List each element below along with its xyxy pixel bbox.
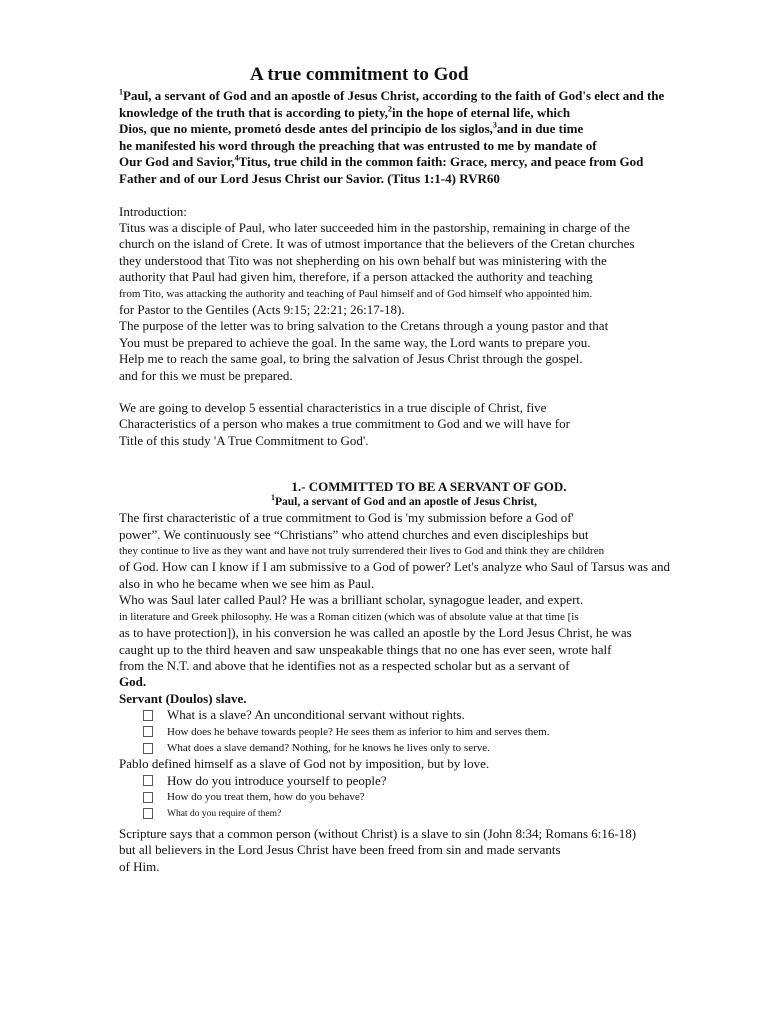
- paragraph-line: also in who he became when we see him as Paul.: [119, 575, 375, 591]
- list-item: What do you require of them?: [143, 806, 699, 822]
- paragraph-line: You must be prepared to achieve the goal. In the same way, the Lord wants to prepare you.: [119, 334, 591, 350]
- introduction-heading: Introduction:: [119, 203, 187, 219]
- verse-number: 4: [234, 154, 239, 164]
- verse-line: Our God and Savior,$^4$Titus, true child in the common faith: Grace, mercy, and peace from God: [119, 154, 644, 170]
- verse-line: Father and of our Lord Jesus Christ our Savior. (Titus 1:1-4) RVR60: [119, 170, 500, 186]
- verse-number: 3: [492, 120, 497, 130]
- verse-line: he manifested his word through the preaching that was entrusted to me by mandate of: [119, 137, 597, 153]
- list-item: How does he behave towards people? He sees them as inferior to him and serves them.: [143, 724, 699, 740]
- paragraph-line: from the N.T. and above that he identifies not as a respected scholar but as a servant of: [119, 657, 570, 673]
- introduction-section: [119, 204, 699, 450]
- scripture-passage: [119, 88, 699, 188]
- paragraph-line: but all believers in the Lord Jesus Christ have been freed from sin and made servants: [119, 842, 561, 858]
- verse-line: $^1$Paul, a servant of God and an apostle of Jesus Christ, according to the faith of God's elect and the: [119, 87, 665, 103]
- verse-line: knowledge of the truth that is according to piety,$^2$in the hope of eternal life, which: [119, 104, 571, 120]
- section-subheading: $^1$Paul, a servant of God and an apostle of Jesus Christ,: [271, 493, 537, 509]
- paragraph-line: from Tito, was attacking the authority and teaching of Paul himself and of God himself who appointed him.: [119, 287, 593, 300]
- paragraph-line: they understood that Tito was not shepherding on his own behalf but was ministering with the: [119, 252, 607, 268]
- paragraph-line: Title of this study 'A True Commitment to God'.: [119, 432, 369, 448]
- paragraph-line: for Pastor to the Gentiles (Acts 9:15; 22:21; 26:17-18).: [119, 302, 405, 317]
- paragraph-line: in literature and Greek philosophy. He was a Roman citizen (which was of absolute value at that time [is: [119, 610, 579, 623]
- paragraph-line: Who was Saul later called Paul? He was a brilliant scholar, synagogue leader, and expert.: [119, 592, 584, 608]
- paragraph-line: The first characteristic of a true commitment to God is 'my submission before a God of': [119, 510, 574, 526]
- bullet-list: [119, 773, 699, 822]
- paragraph-line: Pablo defined himself as a slave of God not by imposition, but by love.: [119, 756, 490, 772]
- paragraph-line: The purpose of the letter was to bring salvation to the Cretans through a young pastor and that: [119, 318, 609, 334]
- section-heading: 1.- COMMITTED TO BE A SERVANT OF GOD.: [291, 479, 567, 495]
- bullet-list: [119, 707, 699, 756]
- paragraph-line: they continue to live as they want and have not truly surrendered their lives to God and think they are children: [119, 545, 605, 558]
- section-1: [119, 479, 699, 875]
- paragraph-line: We are going to develop 5 essential characteristics in a true disciple of Christ, five: [119, 400, 547, 416]
- verse-number: 2: [388, 104, 393, 114]
- paragraph-line: and for this we must be prepared.: [119, 367, 293, 383]
- checkbox-bullet-icon: [143, 726, 153, 737]
- list-item: How do you treat them, how do you behave?: [143, 789, 699, 805]
- list-item: What does a slave demand? Nothing, for he knows he lives only to serve.: [143, 740, 699, 756]
- checkbox-bullet-icon: [143, 775, 153, 786]
- list-item: What is a slave? An unconditional servant without rights.: [143, 707, 699, 723]
- paragraph-line: as to have protection]), in his conversion he was called an apostle by the Lord Jesus Christ, he was: [119, 625, 632, 641]
- paragraph-line: Help me to reach the same goal, to bring the salvation of Jesus Christ through the gospel.: [119, 351, 583, 367]
- servant-heading: Servant (Doulos) slave.: [119, 690, 247, 706]
- section-body: [119, 510, 699, 875]
- paragraph-line: God.: [119, 674, 147, 690]
- verse-number: 1: [119, 87, 123, 97]
- checkbox-bullet-icon: [143, 710, 153, 721]
- paragraph-line: caught up to the third heaven and saw unspeakable things that no one has ever seen, wrote half: [119, 641, 612, 657]
- paragraph-line: Characteristics of a person who makes a true commitment to God and we will have for: [119, 416, 570, 432]
- checkbox-bullet-icon: [143, 792, 153, 803]
- paragraph-line: authority that Paul had given him, therefore, if a person attacked the authority and teaching: [119, 269, 593, 285]
- verse-line: Dios, que no miente, prometó desde antes del principio de los siglos,$^3$and in due time: [119, 120, 584, 137]
- checkbox-bullet-icon: [143, 743, 153, 754]
- document-page: [119, 64, 699, 875]
- list-item: How do you introduce yourself to people?: [143, 773, 699, 789]
- paragraph-line: of Him.: [119, 858, 160, 874]
- document-title: A true commitment to God: [250, 64, 469, 85]
- paragraph-line: of God. How can I know if I am submissive to a God of power? Let's analyze who Saul of Tarsus was and: [119, 559, 671, 575]
- paragraph-line: church on the island of Crete. It was of utmost importance that the believers of the Cretan churches: [119, 236, 635, 252]
- verse-number: 1: [271, 493, 276, 503]
- paragraph-line: Titus was a disciple of Paul, who later succeeded him in the pastorship, remaining in charge of the: [119, 219, 630, 235]
- checkbox-bullet-icon: [143, 808, 153, 819]
- paragraph-line: Scripture says that a common person (without Christ) is a slave to sin (John 8:34; Romans 6:16-18): [119, 825, 637, 841]
- paragraph-line: power”. We continuously see “Christians” who attend churches and even discipleships but: [119, 526, 589, 542]
